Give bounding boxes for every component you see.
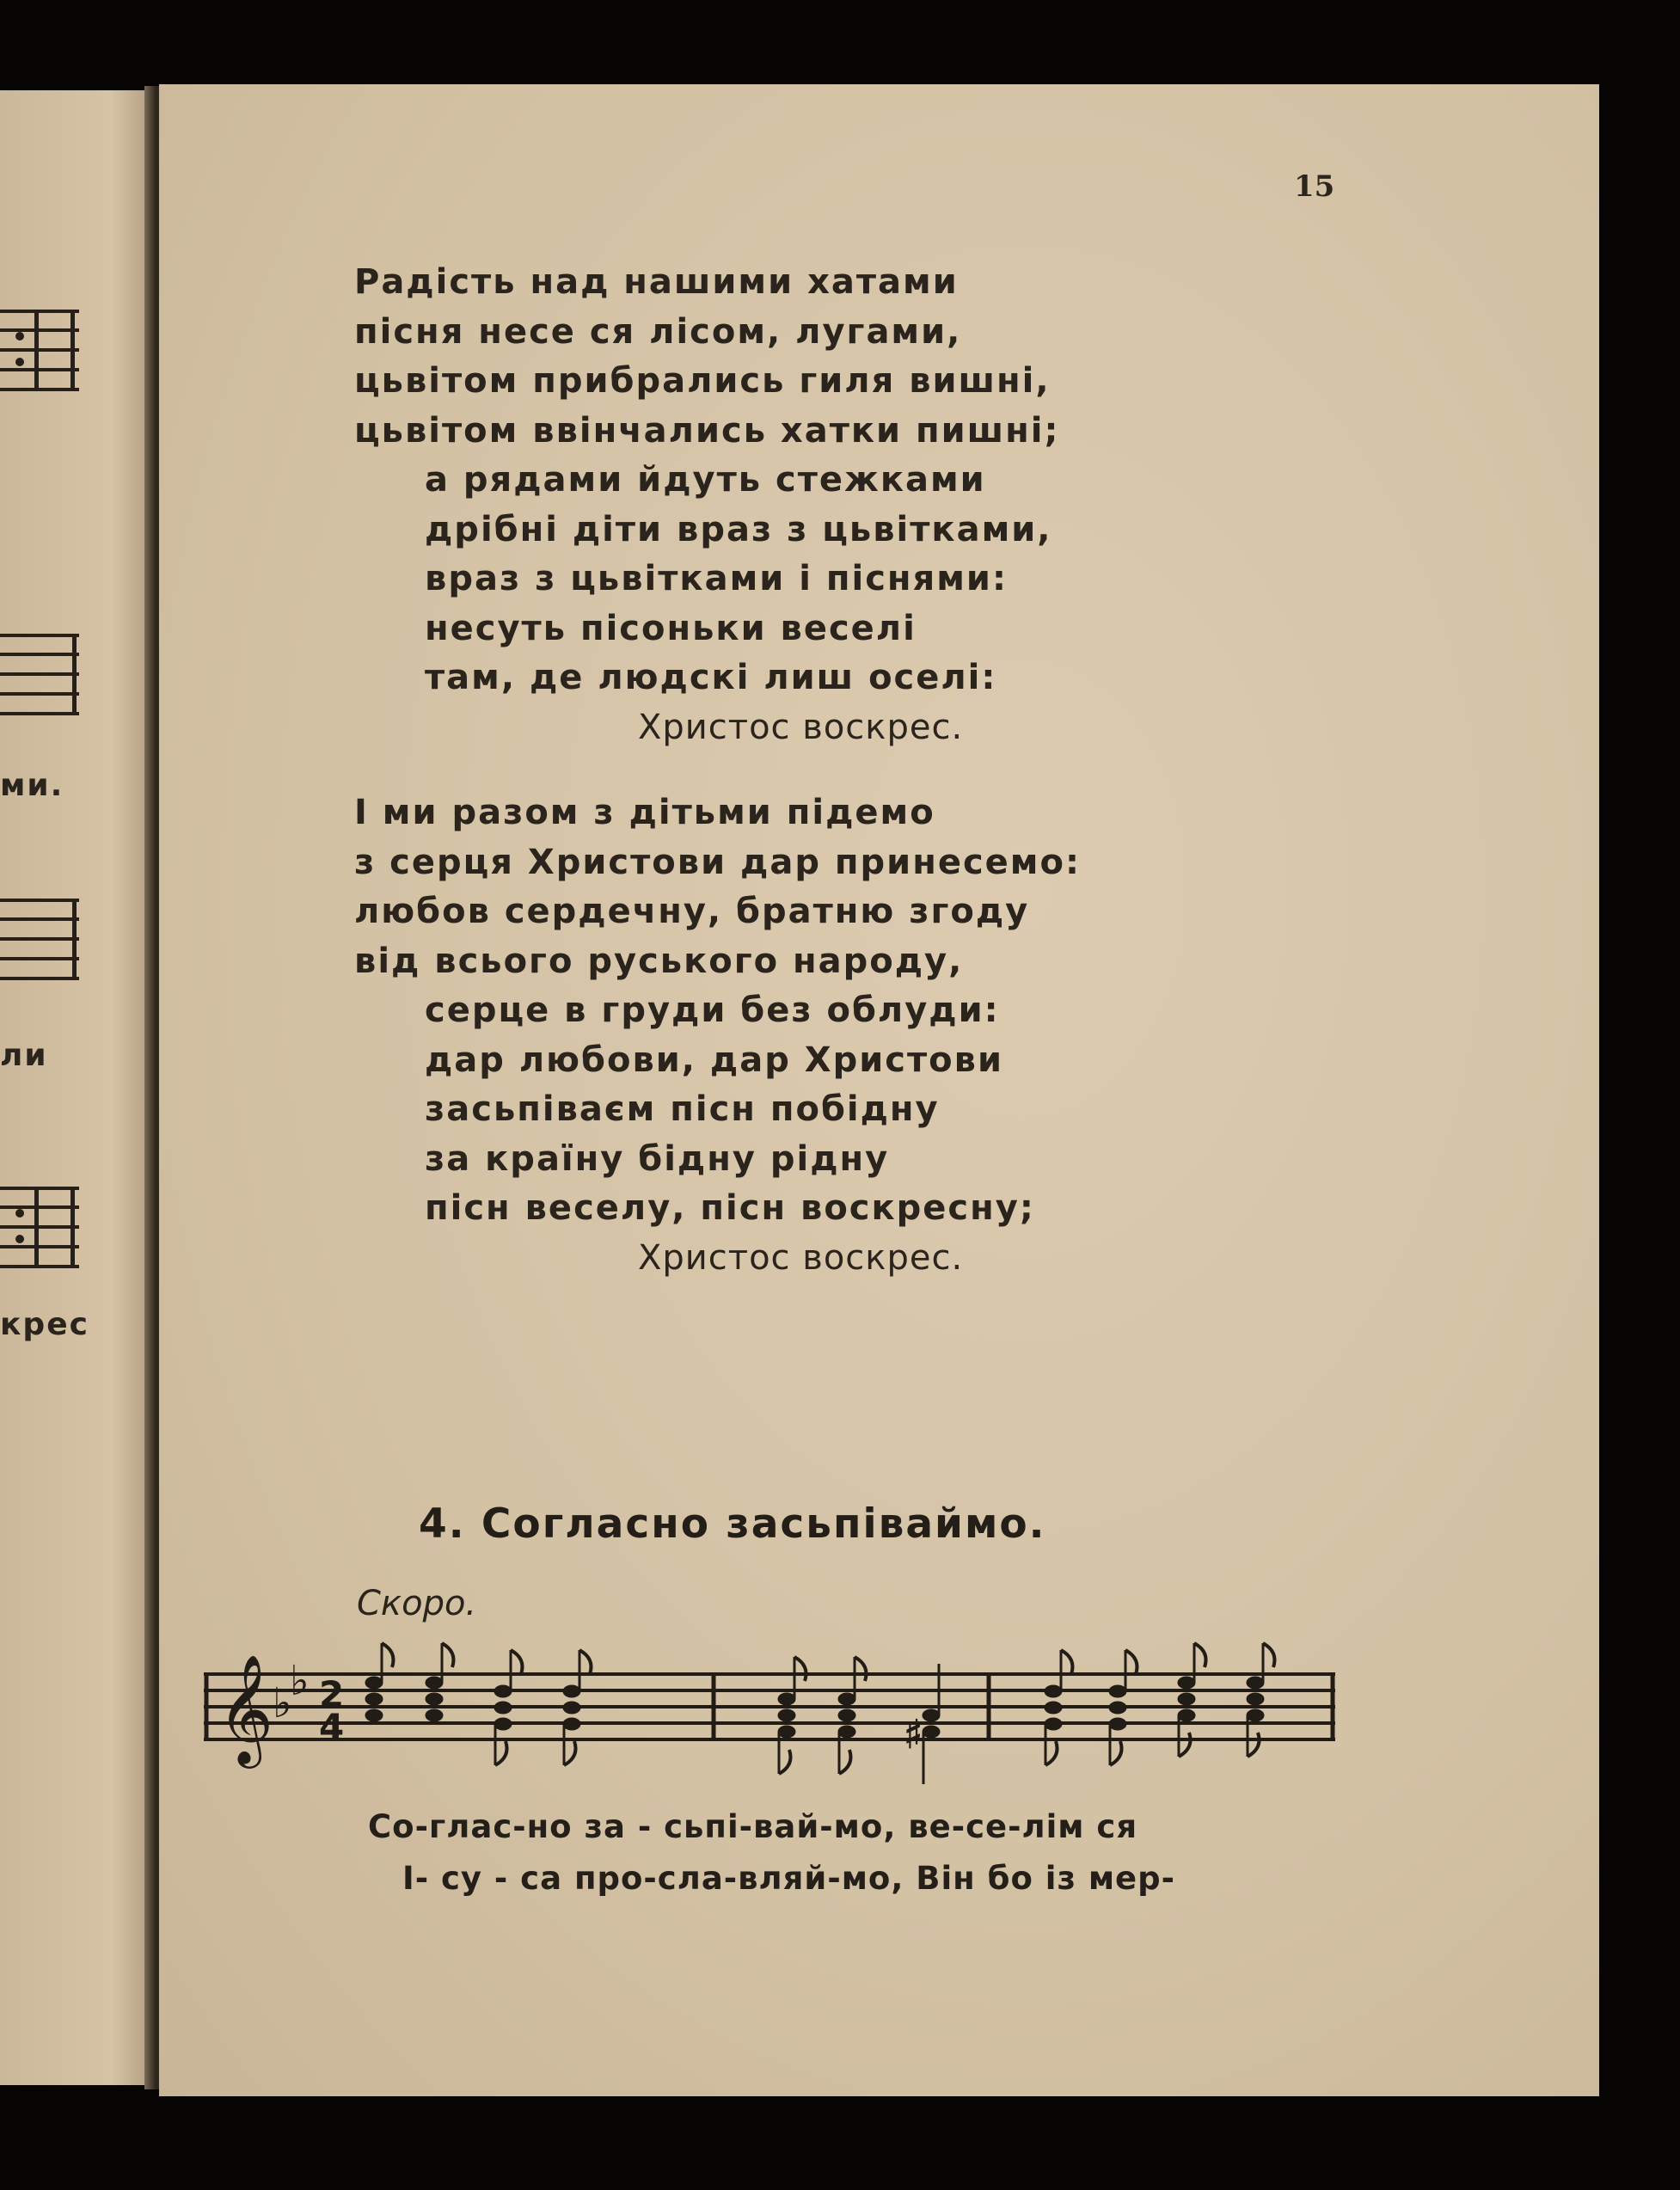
lyrics-line-2: І- су - са про-сла-вляй-мо, Він бо із мер- — [402, 1860, 1175, 1897]
left-page — [0, 90, 159, 2085]
stanza-refrain: Христос воскрес. — [638, 707, 964, 747]
stanza-line: І ми разом з дітьми підемо — [354, 793, 935, 832]
stanza-refrain: Христос воскрес. — [638, 1237, 964, 1278]
left-staff-fragment-3 — [0, 899, 79, 980]
stanza-1 — [354, 258, 1060, 752]
left-text-fragment-2: ли — [0, 1038, 48, 1073]
stanza-line: цьвітом ввінчались хатки пишні; — [354, 410, 1060, 451]
left-staff-fragment-1 — [0, 310, 79, 391]
sharp-icon: ♯ — [904, 1711, 923, 1758]
notes-measure-2 — [778, 1657, 940, 1784]
notes-measure-3 — [1045, 1643, 1275, 1765]
song-title: 4. Согласно засьпіваймо. — [419, 1500, 1046, 1548]
lyrics-line-1: Со-глас-но за - сьпі-вай-мо, ве-се-лім ся — [368, 1808, 1138, 1845]
time-signature-bottom: 4 — [319, 1706, 345, 1748]
music-staff — [202, 1638, 1337, 1810]
stanza-line: з серця Христови дар принесемо: — [354, 842, 1081, 882]
stanza-line: пісня несе ся лісом, лугами, — [354, 311, 962, 352]
left-staff-fragment-2 — [0, 634, 79, 715]
treble-clef-icon: 𝄞 — [218, 1653, 274, 1764]
stanza-line-indented: враз з цьвітками і піснями: — [425, 559, 1008, 598]
stanza-line: цьвітом прибрались гиля вишні, — [354, 361, 1051, 401]
stanza-line-indented: там, де людскі лиш оселі: — [425, 658, 997, 697]
flat-icon: ♭ — [290, 1657, 310, 1705]
time-signature-top: 2 — [319, 1673, 345, 1715]
stanza-line-indented: пісн веселу, пісн воскресну; — [425, 1188, 1035, 1228]
stanza-line: любов сердечну, братню згоду — [354, 892, 1030, 931]
stanza-line-indented: а рядами йдуть стежками — [425, 460, 986, 500]
left-staff-fragment-4 — [0, 1187, 79, 1268]
stanza-line-indented: дар любови, дар Христови — [425, 1040, 1003, 1080]
notes-measure-1 — [365, 1643, 592, 1765]
left-text-fragment-1: ми. — [0, 768, 64, 803]
stanza-line: від всього руського народу, — [354, 941, 964, 981]
stanza-line-indented: за країну бідну рідну — [425, 1138, 890, 1179]
tempo-marking: Скоро. — [357, 1584, 477, 1623]
stanza-line-indented: засьпіваєм пісн побідну — [425, 1089, 940, 1129]
left-text-fragment-3: крес — [0, 1307, 89, 1342]
stanza-line-indented: дрібні діти враз з цьвітками, — [425, 509, 1052, 549]
stanza-2 — [354, 788, 1081, 1283]
stanza-line: Радість над нашими хатами — [354, 262, 959, 302]
flat-icon: ♭ — [273, 1679, 292, 1727]
page-number: 15 — [1294, 169, 1335, 204]
stanza-line-indented: несуть пісоньки веселі — [425, 608, 917, 648]
stanza-line-indented: серце в груди без облуди: — [425, 991, 1000, 1030]
